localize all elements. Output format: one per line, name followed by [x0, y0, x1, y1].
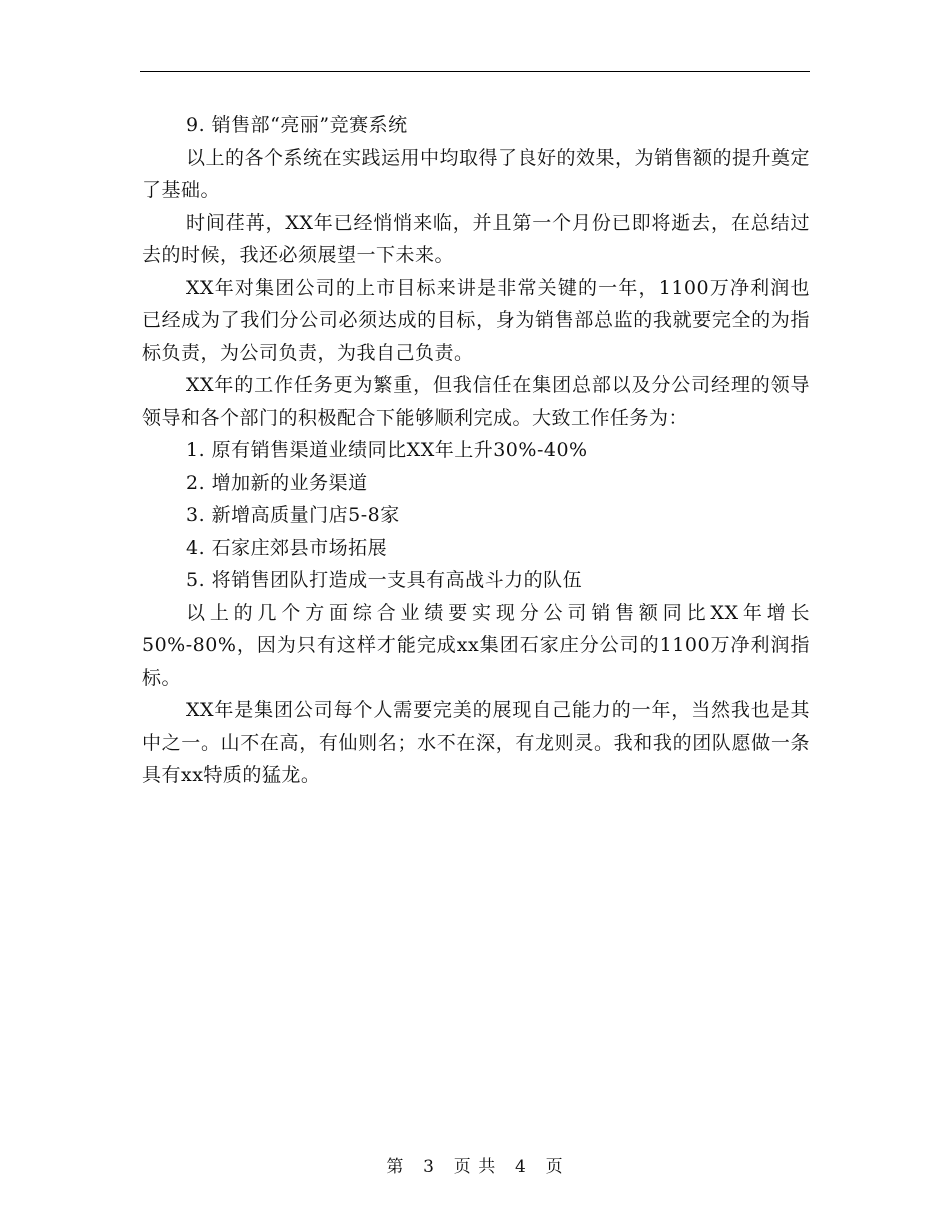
header-rule: [140, 71, 810, 72]
page-label-mid: 页 共: [453, 1157, 497, 1177]
list-item-9: 9. 销售部“亮丽”竞赛系统: [186, 114, 408, 136]
body-paragraph: 以上的几个方面综合业绩要实现分公司销售额同比XX年增长50%-80%，因为只有这样才能完成xx集团石家庄分公司的1100万净利润指标。: [142, 601, 810, 689]
body-paragraph: XX年对集团公司的上市目标来讲是非常关键的一年，1100万净利润也已经成为了我们分公司必须达成的目标，身为销售部总监的我就要完全的为指标负责，为公司负责，为我自己负责。: [142, 276, 810, 364]
task-item-4: 4. 石家庄郊县市场拓展: [186, 536, 388, 559]
task-item-2: 2. 增加新的业务渠道: [186, 471, 368, 494]
task-item-3: 3. 新增高质量门店5-8家: [186, 504, 400, 526]
page-label-suffix: 页: [545, 1157, 564, 1177]
body-paragraph: 以上的各个系统在实践运用中均取得了良好的效果，为销售额的提升奠定了基础。: [142, 146, 811, 201]
task-item-1: 1. 原有销售渠道业绩同比XX年上升30%-40%: [186, 439, 588, 461]
body-paragraph: XX年的工作任务更为繁重，但我信任在集团总部以及分公司经理的领导领导和各个部门的积极配合下能够顺利完成。大致工作任务为：: [142, 374, 810, 429]
task-item-5: 5. 将销售团队打造成一支具有高战斗力的队伍: [186, 569, 583, 591]
current-page-number: 3: [423, 1157, 435, 1177]
body-paragraph: XX年是集团公司每个人需要完美的展现自己能力的一年，当然我也是其中之一。山不在高，有仙则名；水不在深，有龙则灵。我和我的团队愿做一条具有xx特质的猛龙。: [142, 699, 810, 786]
document-body: [142, 109, 810, 792]
page-number-footer: [0, 1152, 950, 1177]
total-pages-number: 4: [515, 1157, 527, 1177]
body-paragraph: 时间荏苒，XX年已经悄悄来临，并且第一个月份已即将逝去，在总结过去的时候，我还必须展望一下未来。: [142, 211, 810, 266]
page-label-prefix: 第: [386, 1157, 405, 1177]
